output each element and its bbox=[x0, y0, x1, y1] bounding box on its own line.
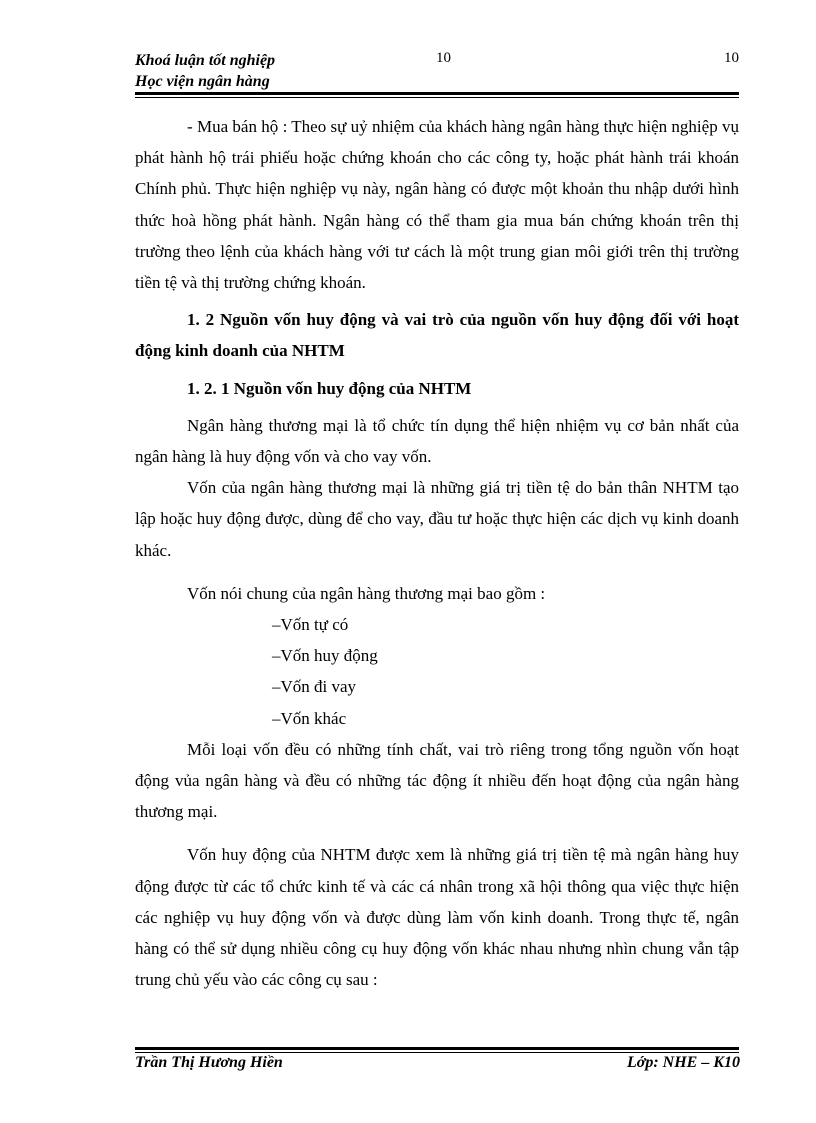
subsection-heading: 1. 2. 1 Nguồn vốn huy động của NHTM bbox=[187, 378, 472, 398]
footer-rule-thick bbox=[135, 1047, 739, 1050]
footer-author: Trần Thị Hương Hiền bbox=[135, 1054, 283, 1071]
paragraph-mobilized-capital: Vốn huy động của NHTM được xem là những giá trị tiền tệ mà ngân hàng huy động được từ các tổ chức kinh tế và các cá nhân trong xã hội thông qua việc thực hiện các nghiệp vụ huy động vốn và được dùng làm vốn kinh doanh. Trong thực tế, ngân hàng có thể sử dụng nhiều công cụ huy động vốn khác nhau nhưng nhìn chung vẫn tập trung chủ yếu vào các công cụ sau : bbox=[135, 845, 739, 990]
footer-rule-thin bbox=[135, 1052, 739, 1053]
header-thesis-title: Khoá luận tốt nghiệp bbox=[135, 52, 276, 69]
list-item: –Vốn huy động bbox=[272, 646, 378, 666]
header-page-number-right: 10 bbox=[724, 50, 739, 66]
list-item: –Vốn tự có bbox=[272, 615, 349, 635]
paragraph-capital-types: Vốn nói chung của ngân hàng thương mại bao gồm : bbox=[187, 583, 546, 603]
list-item: –Vốn khác bbox=[272, 708, 347, 728]
footer-class: Lớp: NHE – K10 bbox=[626, 1054, 740, 1071]
section-heading: 1. 2 Nguồn vốn huy động và vai trò của nguồn vốn huy động đối với hoạt động kinh doanh của NHTM bbox=[135, 310, 739, 361]
header-rule-thick bbox=[135, 92, 739, 95]
capital-list bbox=[135, 609, 739, 734]
header-institution: Học viện ngân hàng bbox=[135, 73, 270, 90]
paragraph-capital: Vốn của ngân hàng thương mại là những giá trị tiền tệ do bản thân NHTM tạo lập hoặc huy động được, dùng để cho vay, đầu tư hoặc thực hiện các dịch vụ kinh doanh khác. bbox=[135, 478, 739, 560]
paragraph-definition: Ngân hàng thương mại là tổ chức tín dụng thể hiện nhiệm vụ cơ bản nhất của ngân hàng là huy động vốn và cho vay vốn. bbox=[135, 415, 739, 467]
list-item: –Vốn đi vay bbox=[272, 677, 357, 697]
header-rule-thin bbox=[135, 97, 739, 98]
paragraph-characteristics: Mỗi loại vốn đều có những tính chất, vai trò riêng trong tổng nguồn vốn hoạt động vủa ngân hàng và đều có những tác động ít nhiều đến hoạt động của ngân hàng thương mại. bbox=[135, 739, 739, 822]
paragraph-brokerage: - Mua bán hộ : Theo sự uỷ nhiệm của khách hàng ngân hàng thực hiện nghiệp vụ phát hành hộ trái phiếu hoặc chứng khoán cho các công ty, hoặc phát hành trái khoán Chính phủ. Thực hiện nghiệp vụ này, ngân hàng có được một khoản thu nhập dưới hình thức hoà hồng phát hành. Ngân hàng có thể tham gia mua bán chứng khoán trên thị trường theo lệnh của khách hàng với tư cách là một trung gian môi giới trên thị trường tiền tệ và thị trường chứng khoán. bbox=[135, 117, 739, 293]
document-body bbox=[135, 111, 739, 995]
header-title bbox=[135, 50, 275, 92]
header-page-number-center: 10 bbox=[436, 50, 451, 66]
